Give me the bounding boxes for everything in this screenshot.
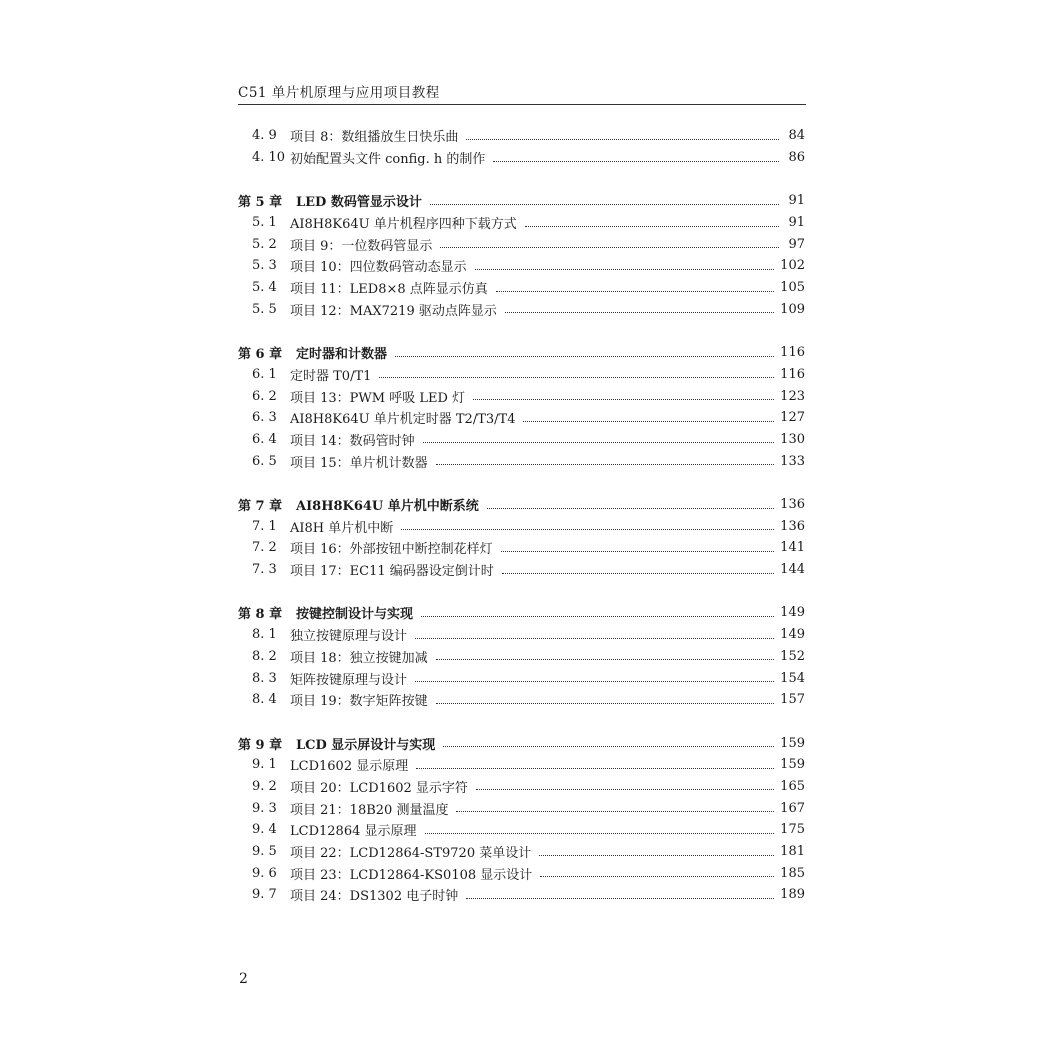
toc-section-entry[interactable] xyxy=(238,233,805,255)
toc-page-number: 116 xyxy=(780,366,805,382)
toc-section-entry[interactable] xyxy=(238,862,805,884)
toc-page-number: 91 xyxy=(788,193,805,209)
running-header: C51 单片机原理与应用项目教程 xyxy=(238,85,440,101)
toc-entry-title: 项目 23：LCD12864-KS0108 显示设计 xyxy=(290,867,533,883)
toc-entry-number: 9. 4 xyxy=(252,822,277,838)
toc-page-number: 152 xyxy=(780,648,805,664)
toc-dot-leader xyxy=(525,225,779,227)
toc-dot-leader xyxy=(415,637,774,639)
toc-entry-number: 9. 3 xyxy=(252,800,277,816)
toc-dot-leader xyxy=(501,550,774,552)
toc-entry-title: LCD 显示屏设计与实现 xyxy=(296,737,436,753)
toc-page-number: 141 xyxy=(780,540,805,556)
toc-entry-number: 第 5 章 xyxy=(238,195,283,211)
toc-entry-title: 项目 14：数码管时钟 xyxy=(290,433,415,449)
toc-entry-number: 第 9 章 xyxy=(238,737,283,753)
toc-entry-number: 4. 10 xyxy=(252,150,286,166)
toc-entry-number: 9. 2 xyxy=(252,778,277,794)
toc-entry-number: 7. 2 xyxy=(252,540,277,556)
toc-entry-title: 项目 24：DS1302 电子时钟 xyxy=(290,889,459,905)
toc-section-entry[interactable] xyxy=(238,537,805,559)
toc-spacer xyxy=(238,472,805,494)
toc-entry-number: 5. 2 xyxy=(252,236,277,252)
toc-dot-leader xyxy=(436,463,774,465)
toc-entry-number: 6. 5 xyxy=(252,453,277,469)
toc-section-entry[interactable] xyxy=(238,515,805,537)
toc-section-entry[interactable] xyxy=(238,624,805,646)
toc-section-entry[interactable] xyxy=(238,841,805,863)
toc-section-entry[interactable] xyxy=(238,646,805,668)
toc-section-entry[interactable] xyxy=(238,299,805,321)
toc-entry-title: 项目 19：数字矩阵按键 xyxy=(290,694,428,710)
toc-dot-leader xyxy=(430,203,779,205)
toc-entry-title: 定时器和计数器 xyxy=(296,347,388,363)
toc-entry-title: AI8H8K64U 单片机程序四种下载方式 xyxy=(290,217,517,233)
toc-section-entry[interactable] xyxy=(238,385,805,407)
toc-page-number: 144 xyxy=(780,562,805,578)
toc-page-number: 181 xyxy=(780,844,805,860)
toc-dot-leader xyxy=(540,875,774,877)
toc-entry-number: 第 7 章 xyxy=(238,499,283,515)
toc-section-entry[interactable] xyxy=(238,776,805,798)
toc-entry-number: 第 6 章 xyxy=(238,347,283,363)
toc-dot-leader xyxy=(476,788,774,790)
toc-entry-title: 按键控制设计与实现 xyxy=(296,607,414,623)
toc-section-entry[interactable] xyxy=(238,450,805,472)
toc-page-number: 159 xyxy=(780,757,805,773)
toc-entry-number: 6. 4 xyxy=(252,431,277,447)
toc-dot-leader xyxy=(496,290,774,292)
toc-dot-leader xyxy=(493,160,779,162)
toc-section-entry[interactable] xyxy=(238,255,805,277)
toc-page-number: 84 xyxy=(788,128,805,144)
toc-entry-title: LED 数码管显示设计 xyxy=(296,195,422,211)
toc-dot-leader xyxy=(423,441,774,443)
toc-dot-leader xyxy=(466,138,779,140)
toc-entry-title: 项目 12：MAX7219 驱动点阵显示 xyxy=(290,303,497,319)
toc-dot-leader xyxy=(401,528,774,530)
toc-dot-leader xyxy=(440,246,779,248)
toc-page-number: 97 xyxy=(788,236,805,252)
toc-entry-number: 9. 1 xyxy=(252,757,277,773)
toc-chapter-entry[interactable] xyxy=(238,494,805,516)
toc-page-number: 154 xyxy=(780,670,805,686)
toc-entry-title: AI8H 单片机中断 xyxy=(290,520,394,536)
toc-spacer xyxy=(238,168,805,190)
toc-page-number: 109 xyxy=(780,301,805,317)
toc-section-entry[interactable] xyxy=(238,884,805,906)
toc-section-entry[interactable] xyxy=(238,147,805,169)
toc-page-number: 86 xyxy=(788,150,805,166)
toc-entry-number: 8. 3 xyxy=(252,670,277,686)
toc-entry-number: 5. 3 xyxy=(252,258,277,274)
toc-page-number: 159 xyxy=(780,735,805,751)
toc-page-number: 102 xyxy=(780,258,805,274)
header-rule xyxy=(238,104,806,105)
toc-entry-number: 5. 5 xyxy=(252,301,277,317)
toc-entry-number: 5. 1 xyxy=(252,215,277,231)
toc-dot-leader xyxy=(416,767,774,769)
toc-dot-leader xyxy=(539,854,774,856)
toc-dot-leader xyxy=(456,810,774,812)
toc-section-entry[interactable] xyxy=(238,212,805,234)
toc-section-entry[interactable] xyxy=(238,407,805,429)
toc-entry-number: 9. 6 xyxy=(252,865,277,881)
toc-dot-leader xyxy=(415,680,774,682)
toc-dot-leader xyxy=(523,420,774,422)
toc-section-entry[interactable] xyxy=(238,277,805,299)
toc-entry-title: 矩阵按键原理与设计 xyxy=(290,672,408,688)
toc-entry-title: 项目 10：四位数码管动态显示 xyxy=(290,260,467,276)
toc-page-number: 165 xyxy=(780,778,805,794)
toc-chapter-entry[interactable] xyxy=(238,602,805,624)
toc-chapter-entry[interactable] xyxy=(238,190,805,212)
toc-section-entry[interactable] xyxy=(238,689,805,711)
toc-page-number: 136 xyxy=(780,518,805,534)
toc-dot-leader xyxy=(473,398,774,400)
toc-page-number: 149 xyxy=(780,605,805,621)
toc-spacer xyxy=(238,711,805,733)
toc-entry-number: 6. 2 xyxy=(252,388,277,404)
toc-entry-number: 7. 3 xyxy=(252,562,277,578)
toc-dot-leader xyxy=(466,897,774,899)
toc-page-number: 149 xyxy=(780,627,805,643)
toc-entry-title: 项目 16：外部按钮中断控制花样灯 xyxy=(290,542,493,558)
toc-entry-title: 项目 17：EC11 编码器设定倒计时 xyxy=(290,564,494,580)
toc-section-entry[interactable] xyxy=(238,754,805,776)
toc-section-entry[interactable] xyxy=(238,429,805,451)
toc-dot-leader xyxy=(379,376,774,378)
toc-dot-leader xyxy=(502,572,774,574)
toc-page-number: 136 xyxy=(780,497,805,513)
toc-dot-leader xyxy=(421,615,774,617)
toc-page-number: 91 xyxy=(788,215,805,231)
toc-entry-title: LCD12864 显示原理 xyxy=(290,824,417,840)
toc-section-entry[interactable] xyxy=(238,364,805,386)
toc-dot-leader xyxy=(505,311,774,313)
toc-section-entry[interactable] xyxy=(238,667,805,689)
toc-dot-leader xyxy=(436,658,774,660)
toc-entry-title: 项目 20：LCD1602 显示字符 xyxy=(290,780,468,796)
toc-chapter-entry[interactable] xyxy=(238,732,805,754)
page-number: 2 xyxy=(239,971,248,987)
toc-page-number: 157 xyxy=(780,692,805,708)
toc-section-entry[interactable] xyxy=(238,125,805,147)
toc-spacer xyxy=(238,580,805,602)
toc-entry-title: AI8H8K64U 单片机定时器 T2/T3/T4 xyxy=(290,412,516,428)
toc-entry-title: 项目 15：单片机计数器 xyxy=(290,455,428,471)
toc-entry-title: LCD1602 显示原理 xyxy=(290,759,409,775)
toc-page-number: 105 xyxy=(780,280,805,296)
toc-entry-title: 初始配置头文件 config. h 的制作 xyxy=(290,152,486,168)
toc-entry-title: 项目 13：PWM 呼吸 LED 灯 xyxy=(290,390,466,406)
toc-page-number: 175 xyxy=(780,822,805,838)
toc-page-number: 130 xyxy=(780,431,805,447)
toc-dot-leader xyxy=(436,702,774,704)
toc-chapter-entry[interactable] xyxy=(238,342,805,364)
toc-entry-title: 项目 22：LCD12864-ST9720 菜单设计 xyxy=(290,846,532,862)
table-of-contents xyxy=(238,125,805,906)
toc-dot-leader xyxy=(395,355,774,357)
toc-entry-title: 项目 21：18B20 测量温度 xyxy=(290,802,449,818)
toc-page-number: 123 xyxy=(780,388,805,404)
toc-entry-title: 定时器 T0/T1 xyxy=(290,368,372,384)
toc-dot-leader xyxy=(443,745,774,747)
toc-dot-leader xyxy=(475,268,774,270)
toc-section-entry[interactable] xyxy=(238,559,805,581)
toc-entry-number: 7. 1 xyxy=(252,518,277,534)
toc-page-number: 127 xyxy=(780,410,805,426)
toc-entry-number: 第 8 章 xyxy=(238,607,283,623)
toc-entry-title: 项目 18：独立按键加减 xyxy=(290,650,428,666)
toc-page-number: 167 xyxy=(780,800,805,816)
toc-entry-title: 项目 8：数组播放生日快乐曲 xyxy=(290,130,459,146)
toc-entry-number: 6. 1 xyxy=(252,366,277,382)
toc-entry-number: 6. 3 xyxy=(252,410,277,426)
toc-dot-leader xyxy=(425,832,775,834)
toc-entry-number: 8. 4 xyxy=(252,692,277,708)
toc-page-number: 133 xyxy=(780,453,805,469)
toc-spacer xyxy=(238,320,805,342)
toc-page-number: 116 xyxy=(780,345,805,361)
toc-entry-number: 9. 7 xyxy=(252,887,277,903)
toc-entry-title: 项目 11：LED8×8 点阵显示仿真 xyxy=(290,282,488,298)
toc-section-entry[interactable] xyxy=(238,797,805,819)
toc-page-number: 185 xyxy=(780,865,805,881)
toc-entry-number: 9. 5 xyxy=(252,844,277,860)
toc-page-number: 189 xyxy=(780,887,805,903)
toc-dot-leader xyxy=(487,507,774,509)
toc-section-entry[interactable] xyxy=(238,819,805,841)
toc-entry-title: 项目 9：一位数码管显示 xyxy=(290,238,433,254)
toc-entry-number: 4. 9 xyxy=(252,128,277,144)
toc-entry-title: 独立按键原理与设计 xyxy=(290,629,408,645)
toc-entry-number: 8. 1 xyxy=(252,627,277,643)
toc-entry-title: AI8H8K64U 单片机中断系统 xyxy=(296,499,479,515)
toc-entry-number: 5. 4 xyxy=(252,280,277,296)
toc-entry-number: 8. 2 xyxy=(252,648,277,664)
